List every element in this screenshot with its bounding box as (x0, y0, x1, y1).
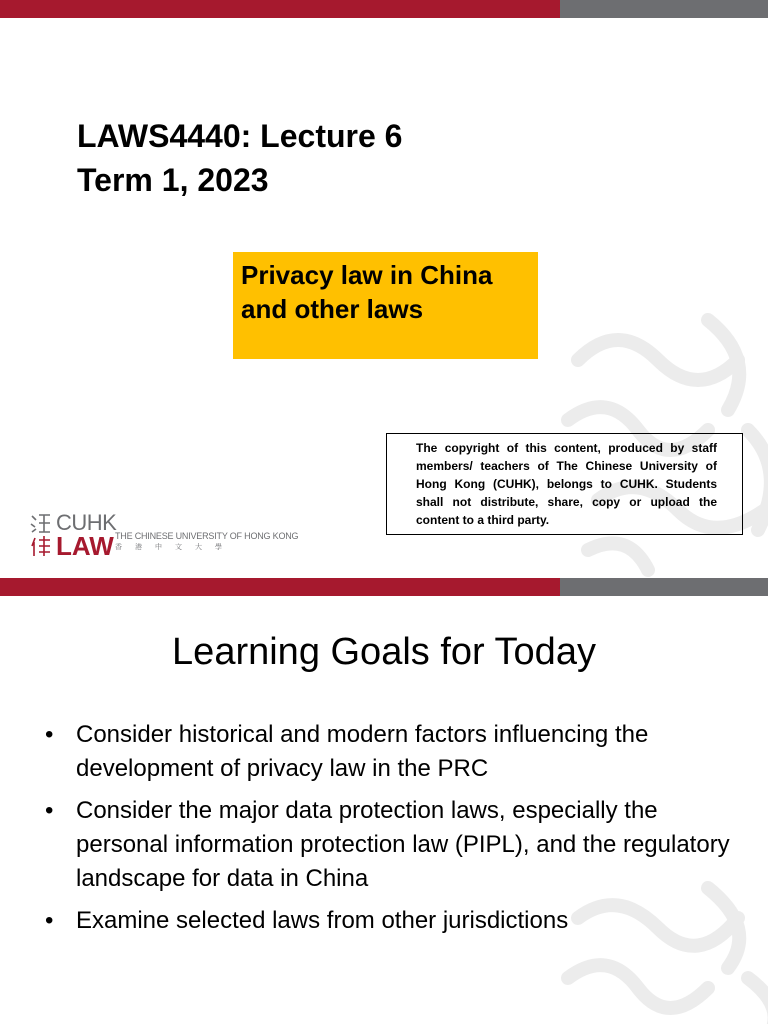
accent-bar-grey (560, 0, 768, 18)
accent-bar-grey (560, 578, 768, 596)
lecture-subtitle: Privacy law in China and other laws (233, 252, 538, 359)
logo-law-text: LAW (56, 531, 114, 561)
accent-bar-red (0, 0, 560, 18)
bullet-icon: • (45, 721, 54, 748)
cuhk-law-logo (30, 510, 299, 561)
logo-wordmark (56, 510, 117, 561)
goal-text: Consider historical and modern factors influencing the development of privacy law in the PRC (76, 721, 649, 782)
bullet-icon: • (45, 797, 54, 824)
copyright-notice: The copyright of this content, produced by staff members/ teachers of The Chinese University of Hong Kong (CUHK), belongs to CUHK. Students shall not distribute, share, copy or upload the content to a third party. (386, 433, 743, 535)
goal-text: Consider the major data protection laws, especially the personal information protection law (PIPL), and the regulatory landscape for data in China (76, 797, 730, 892)
bullet-icon: • (45, 907, 54, 934)
logo-english-name: THE CHINESE UNIVERSITY OF HONG KONG (115, 531, 299, 541)
logo-chinese-name: 香港中文大學 (115, 544, 235, 551)
accent-bar-red (0, 578, 560, 596)
goals-list (40, 718, 740, 946)
lecture-title: LAWS4440: Lecture 6 Term 1, 2023 (77, 118, 403, 198)
top-accent-bar (0, 0, 768, 18)
cuhk-law-seal-icon (30, 512, 52, 558)
logo-cuhk-text: CUHK (56, 510, 117, 535)
slide-title: Learning Goals for Today (172, 631, 596, 673)
logo-university-name (115, 531, 298, 554)
list-item (40, 718, 740, 786)
list-item (40, 904, 740, 938)
learning-goals-slide (0, 578, 768, 1024)
list-item (40, 794, 740, 896)
top-accent-bar (0, 578, 768, 596)
goal-text: Examine selected laws from other jurisdictions (76, 907, 569, 934)
